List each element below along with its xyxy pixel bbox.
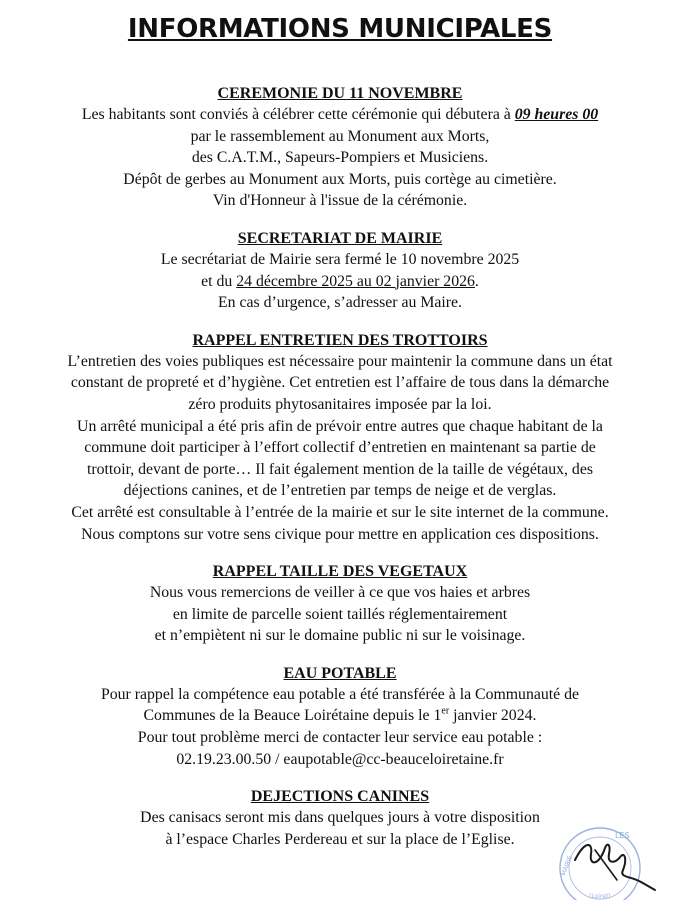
signature-icon	[575, 845, 655, 890]
ceremonie-line-4: Dépôt de gerbes au Monument aux Morts, puis cortège au cimetière.	[123, 170, 557, 188]
ceremonie-line-5: Vin d'Honneur à l'issue de la cérémonie.	[212, 192, 468, 210]
trottoirs-line: Un arrêté municipal a été pris afin de prévoir entre autres que chaque habitant de la	[77, 417, 603, 435]
trottoirs-line: commune doit participer à l’effort collectif d’entretien en maintenant sa partie de	[84, 439, 596, 457]
section-heading-ceremonie: CEREMONIE DU 11 NOVEMBRE	[217, 85, 463, 102]
trottoirs-line: Nous comptons sur votre sens civique pour mettre en application ces dispositions.	[81, 525, 599, 543]
vegetaux-line: et n’empiètent ni sur le domaine public ni sur le voisinage.	[154, 627, 526, 645]
eau-line-1: Pour rappel la compétence eau potable a été transférée à la Communauté de	[100, 685, 580, 703]
section-eau-potable	[0, 664, 680, 770]
eau-contact-line: 02.19.23.00.50 / eaupotable@cc-beauceloiretaine.fr	[176, 750, 504, 768]
trottoirs-line: Cet arrêté est consultable à l’entrée de la mairie et sur le site internet de la commune.	[71, 503, 609, 521]
eau-line-2-pre: Communes de la Beauce Loirétaine depuis le 1	[143, 707, 442, 725]
eau-line-3: Pour tout problème merci de contacter leur service eau potable :	[137, 729, 543, 747]
secretariat-closure-dates: 24 décembre 2025 au 02 janvier 2026	[236, 272, 475, 290]
ceremonie-start-time: 09 heures 00	[514, 106, 599, 123]
trottoirs-line: L’entretien des voies publiques est nécessaire pour maintenir la commune dans un état	[67, 352, 613, 370]
trottoirs-line: déjections canines, et de l’entretien par temps de neige et de verglas.	[123, 482, 557, 500]
ceremonie-line-1	[0, 104, 680, 126]
section-heading-eau-potable: EAU POTABLE	[283, 664, 397, 682]
secretariat-line-2	[0, 271, 680, 293]
section-heading-vegetaux: RAPPEL TAILLE DES VEGETAUX	[212, 563, 468, 581]
ceremonie-line-3: des C.A.T.M., Sapeurs-Pompiers et Musiciens.	[191, 149, 489, 167]
section-heading-dejections: DEJECTIONS CANINES	[250, 788, 430, 806]
trottoirs-line: zéro produits phytosanitaires imposée par la loi.	[188, 395, 492, 413]
page-title: INFORMATIONS MUNICIPALES	[127, 14, 553, 44]
vegetaux-line: Nous vous remercions de veiller à ce que vos haies et arbres	[149, 584, 531, 602]
secretariat-line-2-pre: et du	[201, 272, 237, 290]
eau-line-2-post: janvier 2024.	[449, 707, 537, 725]
secretariat-line-3: En cas d’urgence, s’adresser au Maire.	[217, 294, 462, 312]
document-body	[0, 84, 680, 867]
section-secretariat	[0, 229, 680, 314]
section-heading-trottoirs: RAPPEL ENTRETIEN DES TROTTOIRS	[192, 331, 488, 349]
dejections-line-2: à l’espace Charles Perdereau et sur la place de l’Eglise.	[165, 830, 515, 848]
trottoirs-line: constant de propreté et d’hygiène. Cet entretien est l’affaire de tous dans la démarche	[70, 374, 610, 392]
section-heading-secretariat: SECRETARIAT DE MAIRIE	[237, 229, 443, 247]
trottoirs-line: trottoir, devant de porte… Il fait également mention de la taille de végétaux, des	[86, 460, 593, 478]
eau-line-2	[0, 705, 680, 727]
stamp-text-left: MAIRIE	[560, 854, 574, 877]
stamp-text-bottom: (Loiret)	[589, 893, 611, 900]
stamp-text-top: LES	[615, 831, 630, 840]
section-trottoirs	[0, 331, 680, 545]
secretariat-line-2-post: .	[474, 272, 479, 290]
ceremonie-line-2: par le rassemblement au Monument aux Morts,	[190, 127, 490, 145]
section-vegetaux	[0, 562, 680, 647]
mairie-stamp-and-signature	[555, 820, 665, 900]
section-ceremonie	[0, 84, 680, 212]
secretariat-line-1: Le secrétariat de Mairie sera fermé le 10 novembre 2025	[160, 250, 520, 268]
vegetaux-line: en limite de parcelle soient taillés réglementairement	[172, 605, 508, 623]
ceremonie-line-1-text: Les habitants sont conviés à célébrer cette cérémonie qui débutera à	[81, 106, 515, 123]
eau-ordinal-suffix: er	[441, 706, 450, 718]
dejections-line-1: Des canisacs seront mis dans quelques jours à votre disposition	[140, 809, 540, 827]
